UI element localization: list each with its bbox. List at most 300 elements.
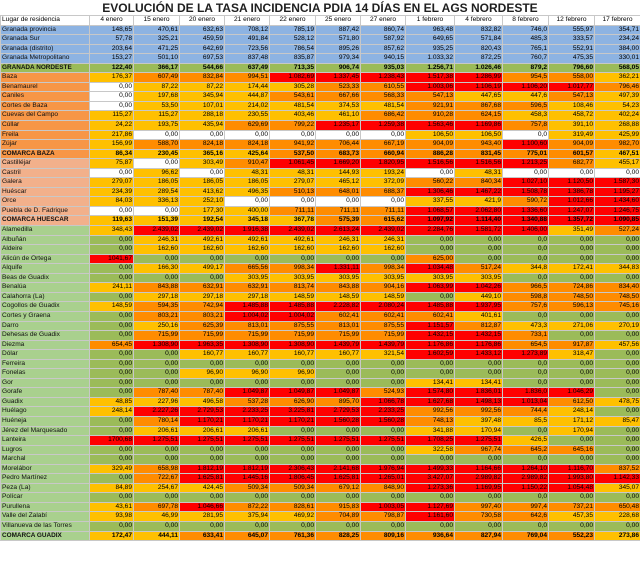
- table-row: [1, 416, 640, 426]
- row-label: Benamaurel: [1, 82, 90, 92]
- table-cell: 537,50: [270, 149, 316, 159]
- table-cell: 624,15: [455, 111, 503, 121]
- table-cell: 904,09: [549, 140, 595, 150]
- table-cell: 2.989,82: [503, 474, 549, 484]
- table-row: [1, 44, 640, 54]
- table-cell: 715,99: [180, 331, 225, 341]
- table-row: [1, 273, 640, 283]
- table-cell: 1.963,35: [180, 340, 225, 350]
- table-cell: 799,22: [270, 121, 316, 131]
- row-label: Granada (distrito): [1, 44, 90, 54]
- table-row: [1, 73, 640, 83]
- table-cell: 148,59: [316, 292, 361, 302]
- table-cell: 449,10: [455, 292, 503, 302]
- table-cell: 297,18: [134, 292, 180, 302]
- table-cell: 1.256,71: [406, 63, 455, 73]
- table-row: [1, 359, 640, 369]
- table-cell: 0,00: [90, 426, 134, 436]
- table-cell: 252,10: [180, 197, 225, 207]
- table-cell: 1.820,95: [361, 159, 406, 169]
- table-cell: 1.265,01: [361, 474, 406, 484]
- table-cell: 1.061,45: [270, 159, 316, 169]
- table-cell: 1.275,51: [361, 436, 406, 446]
- table-cell: 193,75: [134, 121, 180, 131]
- table-cell: 148,59: [361, 292, 406, 302]
- table-cell: 748,50: [595, 292, 640, 302]
- table-cell: 0,00: [361, 197, 406, 207]
- table-cell: 491,84: [225, 35, 270, 45]
- table-cell: 0,00: [549, 311, 595, 321]
- table-cell: 552,91: [549, 44, 595, 54]
- table-cell: 917,87: [549, 340, 595, 350]
- row-label: Gorafe: [1, 388, 90, 398]
- table-cell: 0,00: [406, 493, 455, 503]
- table-cell: 0,00: [134, 378, 180, 388]
- table-cell: 1.498,13: [455, 397, 503, 407]
- table-cell: 697,53: [180, 54, 225, 64]
- table-cell: 24,22: [90, 121, 134, 131]
- table-cell: 785,19: [270, 25, 316, 35]
- table-row: [1, 397, 640, 407]
- table-cell: 344,83: [595, 264, 640, 274]
- row-label: Lanteira: [1, 436, 90, 446]
- table-cell: 0,00: [595, 493, 640, 503]
- table-cell: 197,68: [134, 92, 180, 102]
- table-cell: 0,00: [270, 455, 316, 465]
- table-cell: 297,18: [225, 292, 270, 302]
- column-header-date: 17 febrero: [595, 16, 640, 26]
- table-cell: 0,00: [90, 168, 134, 178]
- table-cell: 0,0: [503, 235, 549, 245]
- table-cell: 0,00: [134, 206, 180, 216]
- table-cell: 400,00: [225, 206, 270, 216]
- table-cell: 162,60: [134, 245, 180, 255]
- column-header-date: 22 enero: [270, 16, 316, 26]
- table-cell: 787,40: [180, 388, 225, 398]
- table-cell: 351,49: [549, 226, 595, 236]
- table-cell: 2.306,43: [270, 464, 316, 474]
- table-cell: 0,00: [595, 273, 640, 283]
- table-cell: 0,0: [503, 369, 549, 379]
- table-cell: 75,87: [90, 159, 134, 169]
- table-cell: 0,00: [595, 254, 640, 264]
- table-cell: 601,57: [549, 149, 595, 159]
- table-cell: 457,56: [595, 340, 640, 350]
- table-cell: 886,28: [406, 149, 455, 159]
- table-cell: 769,04: [503, 531, 549, 541]
- table-cell: 0,00: [406, 359, 455, 369]
- table-cell: 1.170,21: [270, 416, 316, 426]
- table-cell: 303,95: [316, 273, 361, 283]
- table-cell: 0,00: [316, 254, 361, 264]
- table-cell: 162,60: [361, 245, 406, 255]
- table-row: [1, 245, 640, 255]
- table-cell: 421,9: [455, 197, 503, 207]
- table-cell: 812,87: [455, 321, 503, 331]
- table-cell: 0,00: [406, 521, 455, 531]
- table-cell: 1.467,22: [455, 187, 503, 197]
- table-cell: 757,8: [503, 121, 549, 131]
- table-cell: 0,00: [270, 521, 316, 531]
- table-cell: 85,47: [595, 416, 640, 426]
- table-cell: 478,75: [595, 397, 640, 407]
- summary-row: [1, 149, 640, 159]
- table-cell: 246,31: [316, 235, 361, 245]
- table-cell: 227,96: [134, 397, 180, 407]
- table-cell: 43,61: [90, 502, 134, 512]
- table-cell: 148,65: [90, 25, 134, 35]
- table-cell: 0,00: [361, 426, 406, 436]
- table-cell: 803,21: [180, 311, 225, 321]
- table-cell: 748,13: [406, 416, 455, 426]
- table-cell: 1.046,29: [549, 388, 595, 398]
- table-row: [1, 140, 640, 150]
- table-cell: 547,13: [406, 92, 455, 102]
- table-cell: 0,00: [316, 493, 361, 503]
- table-cell: 0,00: [316, 455, 361, 465]
- table-cell: 0,00: [90, 521, 134, 531]
- table-cell: 723,56: [225, 44, 270, 54]
- table-row: [1, 92, 640, 102]
- table-cell: 172,41: [549, 264, 595, 274]
- table-cell: 0,00: [549, 455, 595, 465]
- table-cell: 820,43: [455, 44, 503, 54]
- row-label: COMARCA HUÉSCAR: [1, 216, 90, 226]
- table-cell: 544,66: [180, 63, 225, 73]
- table-cell: 887,42: [316, 25, 361, 35]
- table-cell: 1.054,48: [549, 483, 595, 493]
- table-cell: 0,00: [134, 159, 180, 169]
- table-cell: 1.013,04: [503, 397, 549, 407]
- row-label: Huélago: [1, 407, 90, 417]
- table-cell: 0,00: [595, 445, 640, 455]
- table-cell: 0,00: [90, 82, 134, 92]
- table-cell: 1.439,79: [361, 340, 406, 350]
- table-cell: 0,00: [316, 130, 361, 140]
- table-cell: 455,17: [595, 159, 640, 169]
- table-cell: 915,83: [316, 502, 361, 512]
- table-cell: 87,22: [134, 82, 180, 92]
- table-cell: 473,3: [503, 321, 549, 331]
- table-row: [1, 350, 640, 360]
- table-cell: 426,5: [503, 436, 549, 446]
- table-cell: 425,99: [595, 130, 640, 140]
- table-cell: 0,0: [503, 378, 549, 388]
- table-cell: 665,56: [225, 264, 270, 274]
- column-header-date: 15 enero: [134, 16, 180, 26]
- table-cell: 872,22: [225, 502, 270, 512]
- table-cell: 303,95: [270, 273, 316, 283]
- table-cell: 848,90: [361, 483, 406, 493]
- table-cell: 0,0: [503, 493, 549, 503]
- table-cell: 54,23: [595, 101, 640, 111]
- table-row: [1, 82, 640, 92]
- table-cell: 87,22: [180, 82, 225, 92]
- table-cell: 0,00: [90, 493, 134, 503]
- table-cell: 279,07: [90, 178, 134, 188]
- table-cell: 1.516,56: [455, 159, 503, 169]
- table-cell: 1.485,88: [270, 302, 316, 312]
- table-cell: 992,56: [455, 407, 503, 417]
- table-cell: 607,49: [134, 73, 180, 83]
- table-cell: 0,00: [361, 521, 406, 531]
- table-row: [1, 388, 640, 398]
- table-cell: 796,46: [595, 82, 640, 92]
- table-cell: 1.336,60: [503, 206, 549, 216]
- table-cell: 1.976,94: [361, 464, 406, 474]
- table-cell: 1.406,00: [503, 226, 549, 236]
- table-cell: 84,03: [90, 197, 134, 207]
- row-label: Marchal: [1, 455, 90, 465]
- table-cell: 0,00: [90, 369, 134, 379]
- table-cell: 895,26: [316, 44, 361, 54]
- table-cell: 1.937,95: [455, 302, 503, 312]
- table-cell: 0,0: [503, 521, 549, 531]
- table-cell: 497,39: [595, 92, 640, 102]
- table-cell: 733,1: [503, 331, 549, 341]
- table-cell: 0,00: [180, 455, 225, 465]
- table-cell: 471,25: [134, 44, 180, 54]
- table-cell: 1.275,51: [455, 436, 503, 446]
- table-cell: 279,07: [270, 178, 316, 188]
- table-cell: 391,10: [549, 121, 595, 131]
- row-label: Granada Metropolitano: [1, 54, 90, 64]
- table-cell: 602,41: [361, 311, 406, 321]
- table-cell: 214,02: [225, 101, 270, 111]
- table-cell: 96,90: [225, 369, 270, 379]
- table-cell: 682,77: [549, 159, 595, 169]
- table-cell: 0,00: [549, 331, 595, 341]
- table-cell: 0,00: [134, 455, 180, 465]
- table-cell: 834,40: [595, 283, 640, 293]
- table-cell: 904,16: [361, 283, 406, 293]
- table-cell: 765,1: [503, 44, 549, 54]
- table-cell: 2.141,68: [316, 464, 361, 474]
- table-cell: 0,00: [134, 254, 180, 264]
- table-cell: 171,12: [549, 416, 595, 426]
- table-cell: 0,00: [270, 197, 316, 207]
- column-header-date: 20 enero: [180, 16, 225, 26]
- table-cell: 0,00: [549, 521, 595, 531]
- table-cell: 0,00: [595, 436, 640, 446]
- table-cell: 0,00: [316, 369, 361, 379]
- table-cell: 523,33: [316, 82, 361, 92]
- table-cell: 528,12: [270, 35, 316, 45]
- table-cell: 0,00: [406, 455, 455, 465]
- table-cell: 2.439,02: [134, 226, 180, 236]
- table-cell: 649,65: [406, 35, 455, 45]
- table-cell: 246,31: [134, 235, 180, 245]
- table-cell: 904,09: [406, 140, 455, 150]
- table-cell: 329,49: [90, 464, 134, 474]
- table-cell: 341,88: [406, 426, 455, 436]
- table-cell: 0,00: [90, 292, 134, 302]
- table-cell: 780,14: [134, 416, 180, 426]
- table-cell: 148,59: [90, 302, 134, 312]
- table-cell: 1.812,19: [180, 464, 225, 474]
- table-cell: 0,00: [595, 311, 640, 321]
- table-cell: 1.176,86: [455, 340, 503, 350]
- header-row: [1, 16, 640, 26]
- table-cell: 0,00: [134, 130, 180, 140]
- table-cell: 1.170,21: [225, 416, 270, 426]
- table-cell: 0,00: [134, 369, 180, 379]
- table-cell: 722,67: [134, 474, 180, 484]
- table-cell: 0,00: [225, 197, 270, 207]
- table-cell: 106,50: [406, 130, 455, 140]
- table-cell: 943,40: [455, 140, 503, 150]
- table-cell: 0,00: [225, 359, 270, 369]
- incidence-table: [0, 15, 640, 541]
- table-cell: 941,92: [270, 140, 316, 150]
- table-cell: 1.508,78: [503, 187, 549, 197]
- table-cell: 761,36: [270, 531, 316, 541]
- column-header-date: 4 enero: [90, 16, 134, 26]
- table-cell: 895,70: [316, 397, 361, 407]
- table-cell: 3.225,81: [270, 407, 316, 417]
- table-cell: 193,24: [361, 168, 406, 178]
- table-cell: 2.439,02: [270, 226, 316, 236]
- table-cell: 241,11: [90, 283, 134, 293]
- table-cell: 0,00: [134, 273, 180, 283]
- row-label: Castilléjar: [1, 159, 90, 169]
- table-cell: 470,61: [134, 25, 180, 35]
- table-cell: 0,00: [134, 493, 180, 503]
- table-cell: 1.445,16: [225, 474, 270, 484]
- table-row: [1, 474, 640, 484]
- table-cell: 0,00: [270, 426, 316, 436]
- table-cell: 715,99: [270, 331, 316, 341]
- table-cell: 469,92: [270, 512, 316, 522]
- table-cell: 0,00: [316, 378, 361, 388]
- table-cell: 509,34: [225, 483, 270, 493]
- table-cell: 288,18: [180, 111, 225, 121]
- table-cell: 144,93: [316, 168, 361, 178]
- table-cell: 1.433,12: [455, 350, 503, 360]
- table-cell: 840,34: [455, 178, 503, 188]
- table-cell: 835,87: [270, 54, 316, 64]
- column-header-place: Lugar de residencia: [1, 16, 90, 26]
- table-cell: 632,91: [180, 283, 225, 293]
- table-cell: 1.164,66: [455, 464, 503, 474]
- row-label: Lugros: [1, 445, 90, 455]
- row-label: Caniles: [1, 92, 90, 102]
- table-row: [1, 25, 640, 35]
- table-cell: 1.151,57: [406, 321, 455, 331]
- row-label: Darro: [1, 321, 90, 331]
- table-cell: 1.049,87: [316, 388, 361, 398]
- table-cell: 1.106,20: [503, 82, 549, 92]
- table-cell: 0,00: [316, 359, 361, 369]
- table-cell: 148,59: [270, 292, 316, 302]
- table-cell: 0,00: [316, 445, 361, 455]
- table-cell: 176,37: [90, 73, 134, 83]
- table-cell: 813,01: [225, 321, 270, 331]
- table-cell: 0,00: [455, 245, 503, 255]
- table-cell: 625,00: [406, 254, 455, 264]
- row-label: Huéscar: [1, 187, 90, 197]
- table-cell: 997,4: [503, 502, 549, 512]
- table-cell: 1.275,51: [134, 436, 180, 446]
- table-cell: 0,00: [180, 130, 225, 140]
- table-cell: 588,70: [134, 140, 180, 150]
- table-cell: 0,00: [406, 292, 455, 302]
- table-cell: 46,99: [134, 512, 180, 522]
- table-row: [1, 445, 640, 455]
- table-cell: 547,13: [549, 92, 595, 102]
- row-label: Freila: [1, 130, 90, 140]
- table-cell: 1.485,88: [406, 302, 455, 312]
- table-cell: 857,62: [361, 44, 406, 54]
- column-header-date: 1 febrero: [406, 16, 455, 26]
- table-cell: 402,24: [595, 111, 640, 121]
- table-cell: 481,54: [270, 101, 316, 111]
- table-cell: 1.308,90: [225, 340, 270, 350]
- table-cell: 1.587,30: [595, 178, 640, 188]
- table-cell: 967,74: [455, 445, 503, 455]
- table-cell: 1.273,89: [503, 350, 549, 360]
- row-label: Calahorra (La): [1, 292, 90, 302]
- row-label: Cortes de Baza: [1, 101, 90, 111]
- table-cell: 153,27: [90, 54, 134, 64]
- table-cell: 1.836,01: [455, 388, 503, 398]
- table-cell: 465,12: [316, 178, 361, 188]
- table-cell: 1.602,59: [406, 350, 455, 360]
- table-cell: 162,60: [180, 245, 225, 255]
- table-row: [1, 378, 640, 388]
- table-cell: 467,51: [595, 149, 640, 159]
- table-cell: 1.563,46: [406, 121, 455, 131]
- table-cell: 744,4: [503, 407, 549, 417]
- summary-row: [1, 63, 640, 73]
- table-cell: 610,55: [361, 82, 406, 92]
- table-cell: 0,00: [361, 254, 406, 264]
- table-row: [1, 407, 640, 417]
- table-cell: 0,00: [455, 235, 503, 245]
- table-row: [1, 369, 640, 379]
- table-cell: 0,00: [406, 235, 455, 245]
- table-row: [1, 226, 640, 236]
- table-cell: 192,54: [180, 216, 225, 226]
- table-cell: 0,00: [316, 426, 361, 436]
- column-header-date: 8 febrero: [503, 16, 549, 26]
- table-cell: 748,50: [549, 292, 595, 302]
- table-cell: 2.080,24: [361, 302, 406, 312]
- table-cell: 940,15: [361, 54, 406, 64]
- table-cell: 134,41: [455, 378, 503, 388]
- table-cell: 1.560,28: [361, 416, 406, 426]
- row-label: Zújar: [1, 140, 90, 150]
- table-cell: 1.499,33: [406, 464, 455, 474]
- table-cell: 517,24: [455, 264, 503, 274]
- table-cell: 0,00: [180, 493, 225, 503]
- table-cell: 625,39: [180, 321, 225, 331]
- table-cell: 86,34: [90, 149, 134, 159]
- row-label: Morelábor: [1, 464, 90, 474]
- table-cell: 910,47: [225, 159, 270, 169]
- table-cell: 642,6: [503, 512, 549, 522]
- table-cell: 246,31: [361, 235, 406, 245]
- table-cell: 813,01: [316, 321, 361, 331]
- table-cell: 0,00: [90, 311, 134, 321]
- table-cell: 0,00: [90, 245, 134, 255]
- table-cell: 444,87: [225, 92, 270, 102]
- table-cell: 560,22: [406, 178, 455, 188]
- column-header-date: 4 febrero: [455, 16, 503, 26]
- table-cell: 645,16: [549, 445, 595, 455]
- table-cell: 333,57: [549, 35, 595, 45]
- table-cell: 1.046,66: [180, 502, 225, 512]
